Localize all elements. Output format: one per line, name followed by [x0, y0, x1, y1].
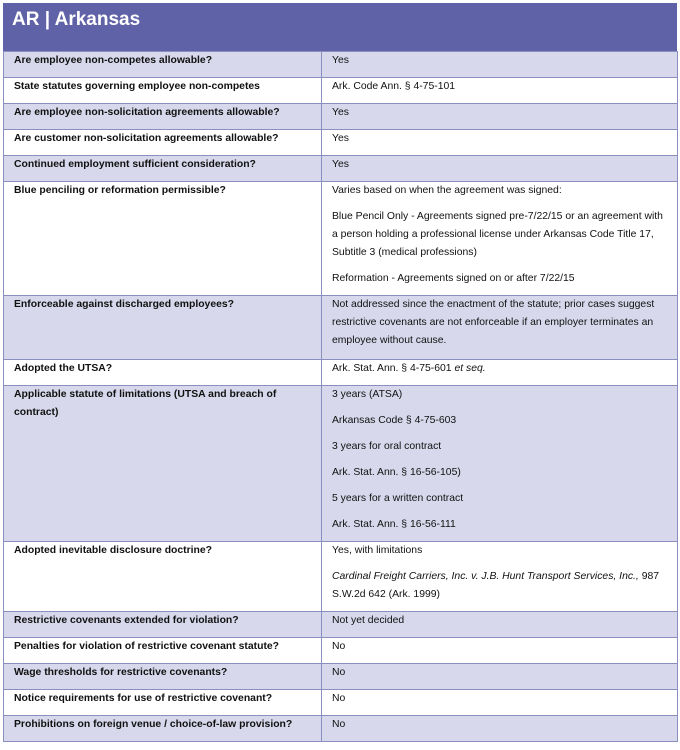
- table-row: [4, 182, 678, 296]
- question-cell: Adopted inevitable disclosure doctrine?: [4, 542, 322, 612]
- answer-cell: [322, 638, 678, 664]
- answer-text: Yes: [332, 55, 349, 66]
- answer-cell: [322, 52, 678, 78]
- answer-text: No: [332, 641, 346, 652]
- question-cell: Enforceable against discharged employees?: [4, 296, 322, 360]
- table-row: [4, 542, 678, 612]
- question-cell: Blue penciling or reformation permissible?: [4, 182, 322, 296]
- answer-text: 5 years for a written contract: [332, 493, 464, 504]
- question-cell: Are employee non-competes allowable?: [4, 52, 322, 78]
- question-cell: Wage thresholds for restrictive covenants?: [4, 664, 322, 690]
- question-cell: Notice requirements for use of restrictive covenant?: [4, 690, 322, 716]
- answer-text: Ark. Code Ann. § 4-75-101: [332, 81, 456, 92]
- answer-cell: [322, 156, 678, 182]
- answer-cell: [322, 690, 678, 716]
- question-cell: Applicable statute of limitations (UTSA and breach of contract): [4, 386, 322, 542]
- answer-text: 3 years for oral contract: [332, 441, 442, 452]
- answer-text: No: [332, 667, 346, 678]
- question-cell: Are employee non-solicitation agreements allowable?: [4, 104, 322, 130]
- table-row: [4, 78, 678, 104]
- answer-text: Ark. Stat. Ann. § 16-56-111: [332, 519, 456, 530]
- answer-cell: [322, 182, 678, 296]
- question-cell: Prohibitions on foreign venue / choice-of-law provision?: [4, 716, 322, 742]
- state-law-table: [3, 51, 678, 742]
- answer-text: Blue Pencil Only - Agreements signed pre-7/22/15 or an agreement with a person holding a professional license under Arkansas Code Title 17, Subtitle 3 (medical professions): [332, 211, 663, 258]
- table-row: [4, 130, 678, 156]
- answer-cell: [322, 386, 678, 542]
- table-row: [4, 612, 678, 638]
- answer-cell: [322, 104, 678, 130]
- table-row: [4, 52, 678, 78]
- answer-text: Varies based on when the agreement was signed:: [332, 185, 562, 196]
- question-cell: Continued employment sufficient consideration?: [4, 156, 322, 182]
- et-seq-italic: et seq.: [454, 363, 486, 374]
- statute-citation: Ark. Stat. Ann. § 4-75-601: [332, 363, 455, 374]
- table-row: [4, 716, 678, 742]
- case-citation: 987 S.W.2d 642 (Ark. 1999): [332, 571, 660, 600]
- answer-text: Yes: [332, 159, 349, 170]
- table-row: [4, 360, 678, 386]
- table-row: [4, 690, 678, 716]
- question-cell: Adopted the UTSA?: [4, 360, 322, 386]
- answer-text: [332, 568, 671, 604]
- answer-cell: [322, 612, 678, 638]
- answer-text: Yes, with limitations: [332, 545, 423, 556]
- answer-text: No: [332, 693, 346, 704]
- case-name: Cardinal Freight Carriers, Inc. v. J.B. Hunt Transport Services, Inc.,: [332, 571, 639, 582]
- table-row: [4, 386, 678, 542]
- table-row: [4, 104, 678, 130]
- answer-cell: [322, 360, 678, 386]
- answer-cell: [322, 664, 678, 690]
- answer-cell: [322, 78, 678, 104]
- answer-text: Not yet decided: [332, 615, 405, 626]
- answer-text: Yes: [332, 133, 349, 144]
- table-row: [4, 156, 678, 182]
- answer-text: Yes: [332, 107, 349, 118]
- answer-cell: [322, 716, 678, 742]
- question-cell: Penalties for violation of restrictive covenant statute?: [4, 638, 322, 664]
- answer-cell: [322, 296, 678, 360]
- page-title: AR | Arkansas: [3, 3, 677, 51]
- question-cell: Restrictive covenants extended for violation?: [4, 612, 322, 638]
- table-row: [4, 296, 678, 360]
- answer-text: 3 years (ATSA): [332, 389, 403, 400]
- table-row: [4, 664, 678, 690]
- question-cell: State statutes governing employee non-competes: [4, 78, 322, 104]
- answer-text: [332, 360, 671, 378]
- answer-text: Reformation - Agreements signed on or after 7/22/15: [332, 273, 575, 284]
- question-cell: Are customer non-solicitation agreements allowable?: [4, 130, 322, 156]
- answer-text: Arkansas Code § 4-75-603: [332, 415, 457, 426]
- answer-text: Not addressed since the enactment of the statute; prior cases suggest restrictive covenants are not enforceable if an employer terminates an employee without cause.: [332, 299, 655, 346]
- answer-text: No: [332, 719, 346, 730]
- answer-text: Ark. Stat. Ann. § 16-56-105): [332, 467, 461, 478]
- answer-cell: [322, 542, 678, 612]
- table-row: [4, 638, 678, 664]
- answer-cell: [322, 130, 678, 156]
